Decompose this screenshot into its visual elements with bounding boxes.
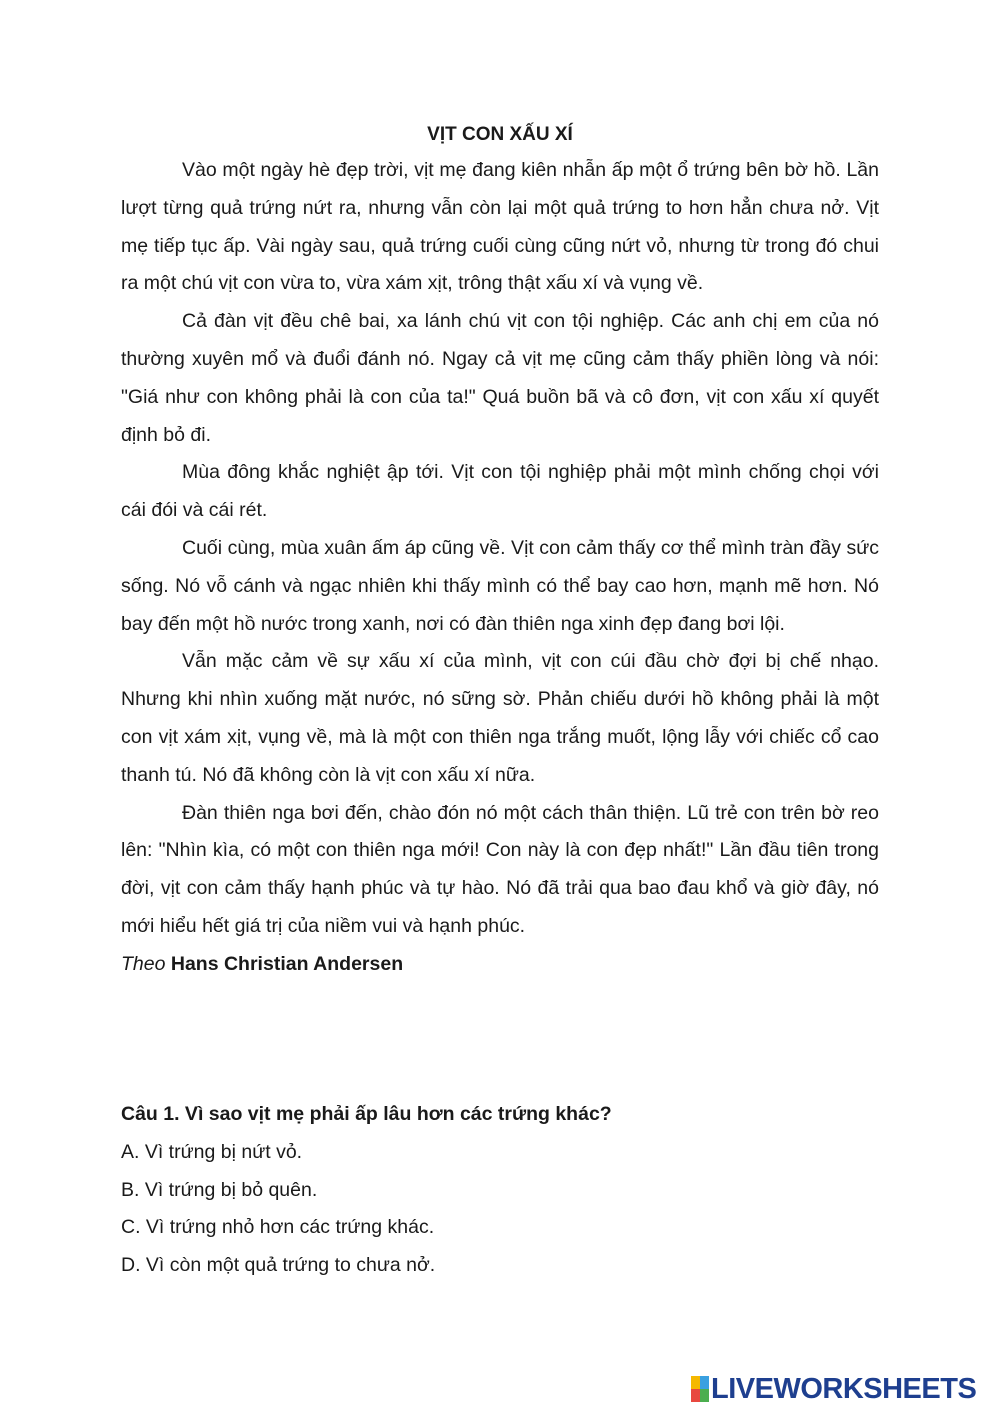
logo-square-red bbox=[691, 1389, 700, 1402]
story-title: VỊT CON XẤU XÍ bbox=[427, 124, 573, 145]
answer-option-a[interactable]: A. Vì trứng bị nứt vỏ. bbox=[121, 1140, 303, 1163]
source-author: Hans Christian Andersen bbox=[170, 952, 404, 975]
answer-option-d[interactable]: D. Vì còn một quả trứng to chưa nở. bbox=[121, 1254, 436, 1277]
story-body bbox=[121, 152, 879, 984]
liveworksheets-logo bbox=[691, 1372, 976, 1406]
logo-square-green bbox=[700, 1389, 709, 1402]
logo-text: LIVEWORKSHEETS bbox=[711, 1372, 977, 1405]
story-paragraph: Mùa đông khắc nghiệt ập tới. Vịt con tội nghiệp phải một mình chống chọi với cái đói và cái rét. bbox=[121, 461, 879, 522]
logo-square-blue bbox=[700, 1376, 709, 1389]
story-paragraph: Vẫn mặc cảm về sự xấu xí của mình, vịt con cúi đầu chờ đợi bị chế nhạo. Nhưng khi nhìn xuống mặt nước, nó sững sờ. Phản chiếu dưới hồ không phải là một con vịt xám xịt, vụng về, mà là một con thiên nga trắng muốt, lộng lẫy với chiếc cổ cao thanh tú. Nó đã không còn là vịt con xấu xí nữa. bbox=[121, 650, 879, 786]
story-source bbox=[121, 946, 879, 984]
source-prefix: Theo bbox=[121, 952, 166, 975]
story-paragraph: Vào một ngày hè đẹp trời, vịt mẹ đang kiên nhẫn ấp một ổ trứng bên bờ hồ. Lần lượt từng quả trứng nứt ra, nhưng vẫn còn lại một quả trứng to hơn hẳn chưa nở. Vịt mẹ tiếp tục ấp. Vài ngày sau, quả trứng cuối cùng cũng nứt vỏ, nhưng từ trong đó chui ra một chú vịt con vừa to, vừa xám xịt, trông thật xấu xí và vụng về. bbox=[121, 159, 879, 295]
answer-option-b[interactable]: B. Vì trứng bị bỏ quên. bbox=[121, 1178, 318, 1201]
question-title: Câu 1. Vì sao vịt mẹ phải ấp lâu hơn các trứng khác? bbox=[121, 1103, 612, 1125]
logo-mark-icon bbox=[691, 1376, 709, 1402]
story-paragraph: Cả đàn vịt đều chê bai, xa lánh chú vịt con tội nghiệp. Các anh chị em của nó thường xuyên mổ và đuổi đánh nó. Ngay cả vịt mẹ cũng cảm thấy phiền lòng và nói: "Giá như con không phải là con của ta!" Quá buồn bã và cô đơn, vịt con xấu xí quyết định bỏ đi. bbox=[121, 310, 879, 446]
story-paragraph: Cuối cùng, mùa xuân ấm áp cũng về. Vịt con cảm thấy cơ thể mình tràn đầy sức sống. Nó vỗ cánh và ngạc nhiên khi thấy mình có thể bay cao hơn, mạnh mẽ hơn. Nó bay đến một hồ nước trong xanh, nơi có đàn thiên nga xinh đẹp đang bơi lội. bbox=[121, 536, 879, 635]
answer-option-c[interactable]: C. Vì trứng nhỏ hơn các trứng khác. bbox=[121, 1216, 435, 1239]
story-paragraph: Đàn thiên nga bơi đến, chào đón nó một cách thân thiện. Lũ trẻ con trên bờ reo lên: "Nhìn kìa, có một con thiên nga mới! Con này là con đẹp nhất!" Lần đầu tiên trong đời, vịt con cảm thấy hạnh phúc và tự hào. Nó đã trải qua bao đau khổ và giờ đây, nó mới hiểu hết giá trị của niềm vui và hạnh phúc. bbox=[121, 801, 879, 937]
logo-square-yellow bbox=[691, 1376, 700, 1389]
question-1 bbox=[121, 1096, 879, 1285]
